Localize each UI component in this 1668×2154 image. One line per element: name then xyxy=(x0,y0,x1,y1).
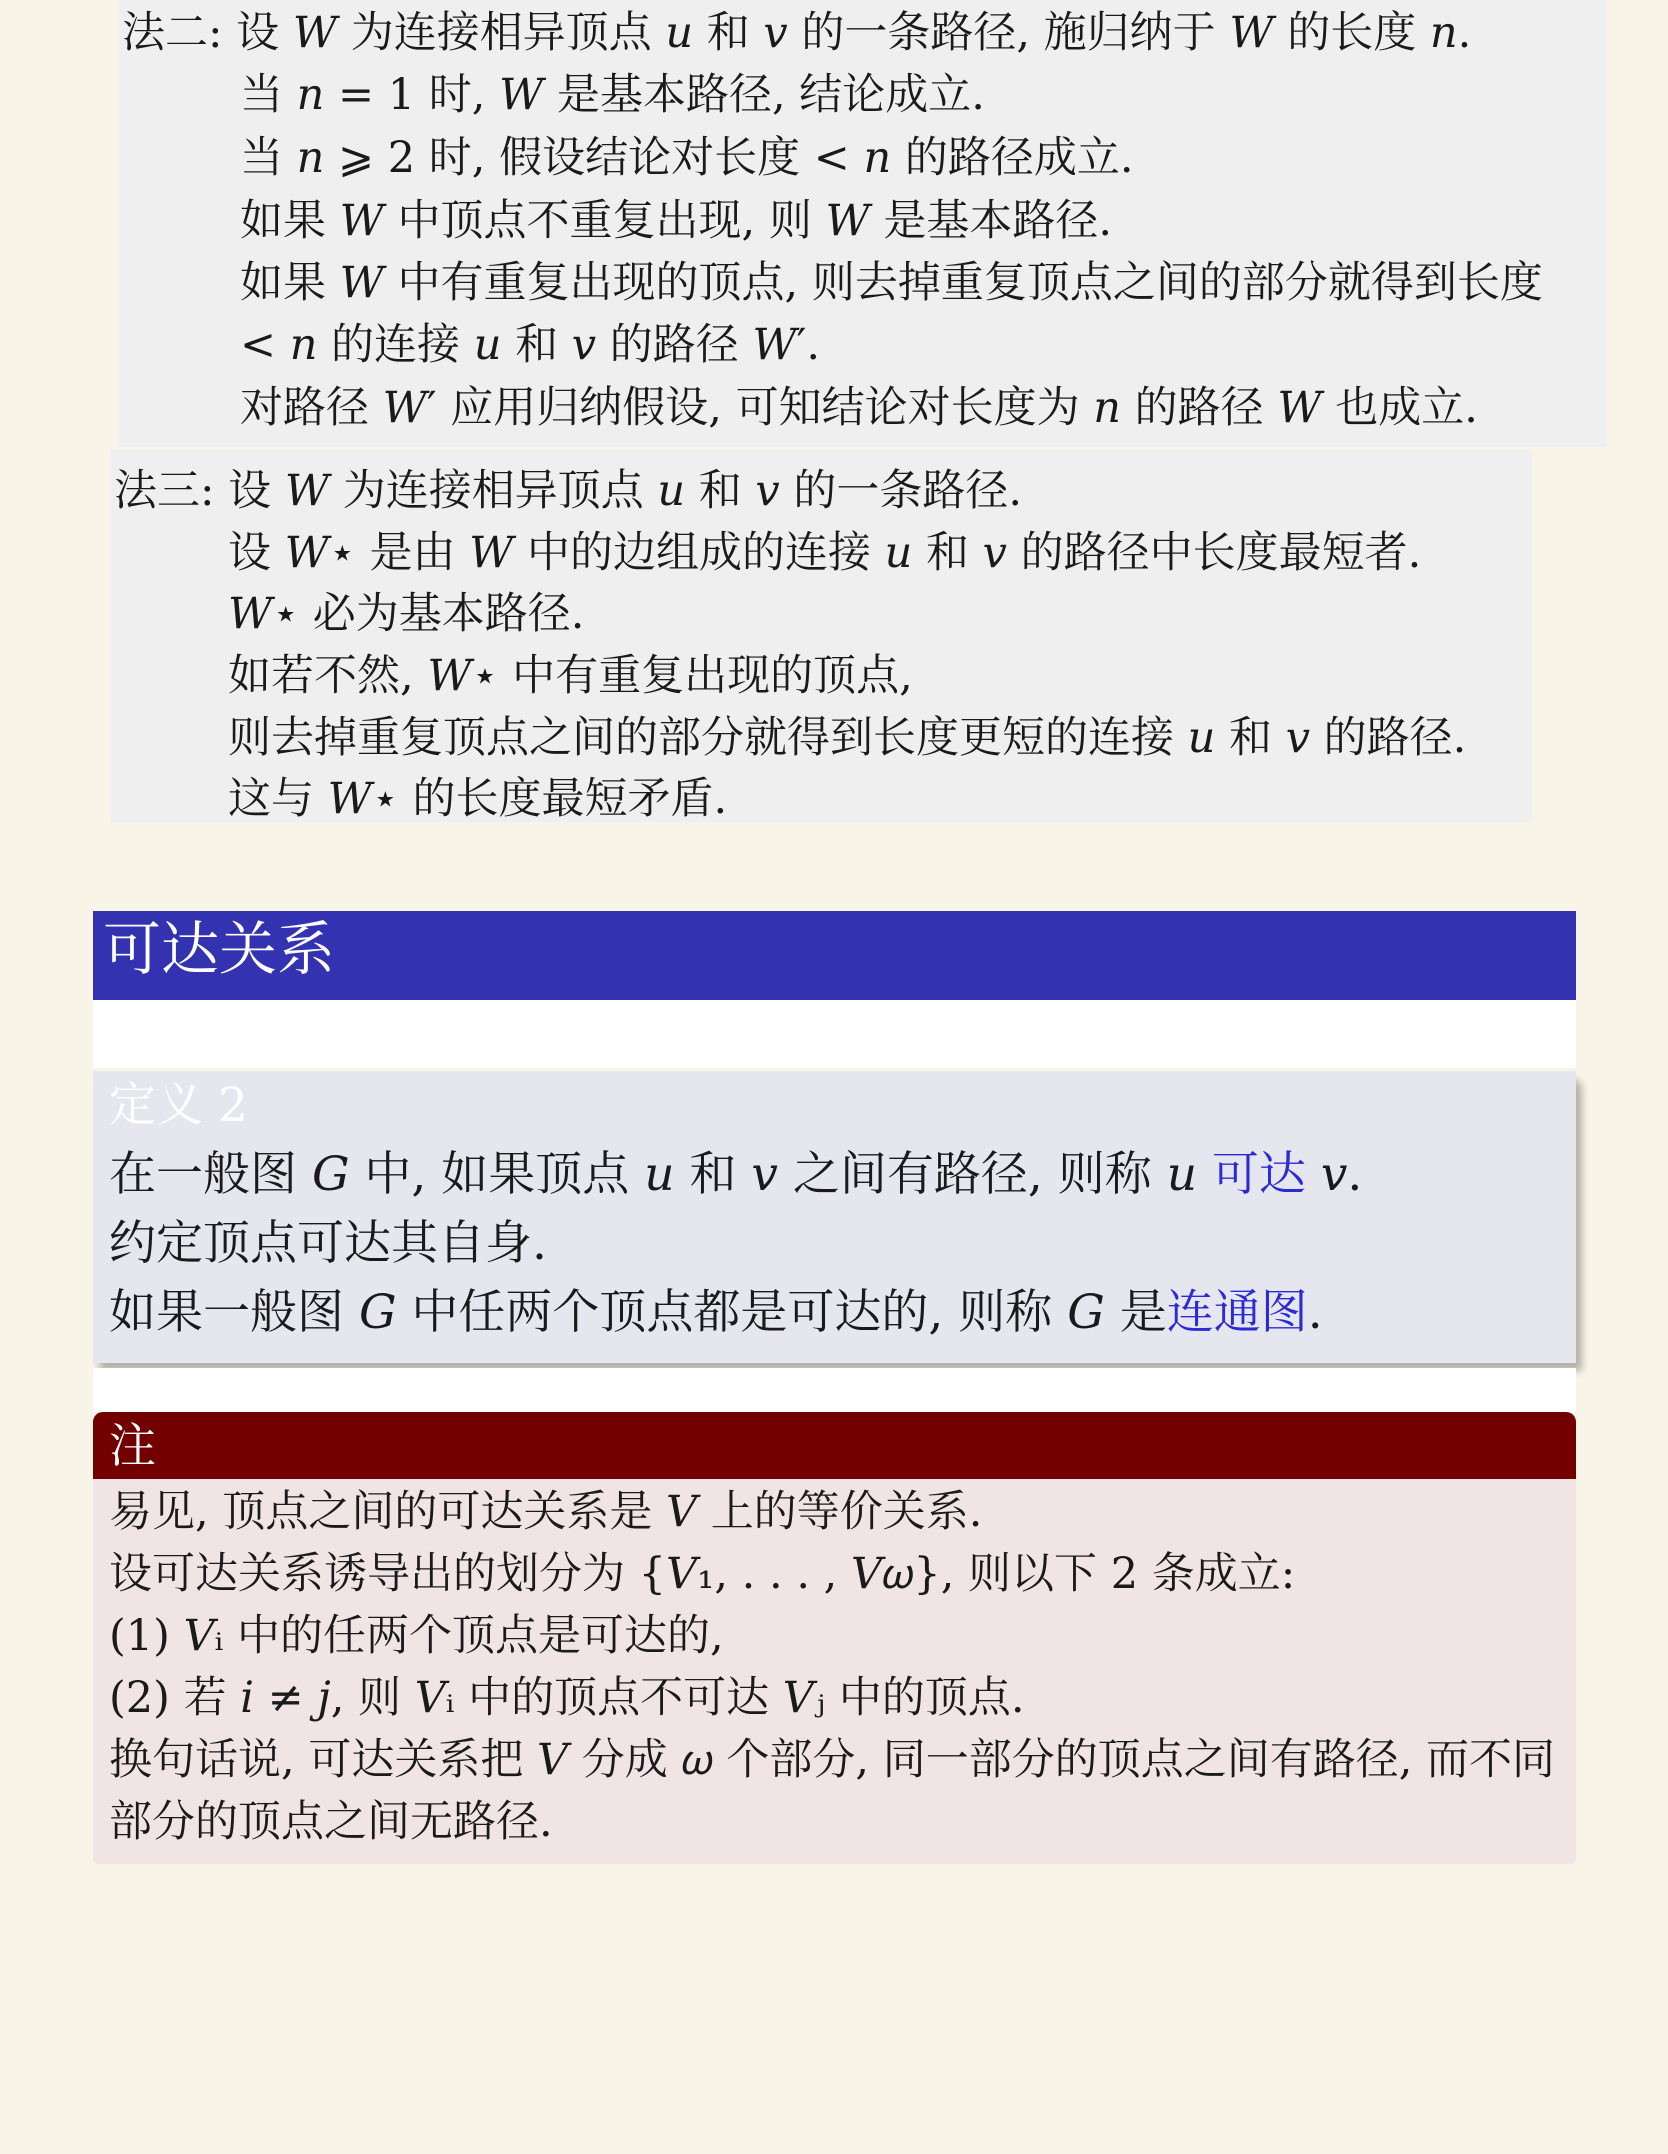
proof-method-3 xyxy=(110,450,1532,822)
note-line: (1) 𝑉ᵢ 中的任两个顶点是可达的, xyxy=(109,1611,724,1661)
note-line: 易见, 顶点之间的可达关系是 𝑉 上的等价关系. xyxy=(109,1487,983,1537)
definition-text: 如果一般图 𝐺 中任两个顶点都是可达的, 则称 𝐺 是 xyxy=(109,1285,1167,1340)
proof-method-2 xyxy=(118,0,1606,447)
proof2-line: 当 𝑛 ⩾ 2 时, 假设结论对长度 < 𝑛 的路径成立. xyxy=(240,133,1134,183)
definition-line xyxy=(109,1278,1576,1347)
note-line: 部分的顶点之间无路径. xyxy=(109,1797,553,1847)
section-spacer xyxy=(93,1000,1576,1068)
section-title-text: 可达关系 xyxy=(103,915,336,983)
definition-body xyxy=(93,1071,1576,1363)
note-line: 换句话说, 可达关系把 𝑉 分成 𝜔 个部分, 同一部分的顶点之间有路径, 而不同 xyxy=(109,1735,1556,1785)
proof3-line: 则去掉重复顶点之间的部分就得到长度更短的连接 𝑢 和 𝑣 的路径. xyxy=(228,713,1467,763)
definition-title: 定义 2 xyxy=(93,1071,1576,1138)
term-reachable: 可达 xyxy=(1211,1147,1306,1202)
section-title xyxy=(93,911,1576,1000)
proof2-line: < 𝑛 的连接 𝑢 和 𝑣 的路径 𝑊′. xyxy=(240,320,821,370)
definition-block xyxy=(93,1071,1576,1363)
proof3-line: 设 𝑊⋆ 是由 𝑊 中的边组成的连接 𝑢 和 𝑣 的路径中长度最短者. xyxy=(228,528,1422,578)
proof2-line: 对路径 𝑊′ 应用归纳假设, 可知结论对长度为 𝑛 的路径 𝑊 也成立. xyxy=(240,383,1478,433)
note-block xyxy=(93,1412,1576,1864)
note-body xyxy=(93,1479,1576,1864)
definition-text: 在一般图 𝐺 中, 如果顶点 𝑢 和 𝑣 之间有路径, 则称 𝑢 xyxy=(109,1147,1212,1202)
definition-text: . xyxy=(1307,1285,1323,1340)
note-title: 注 xyxy=(93,1412,1576,1479)
definition-line xyxy=(109,1140,1576,1209)
proof3-lead: 法三: 设 𝑊 为连接相异顶点 𝑢 和 𝑣 的一条路径. xyxy=(114,466,1023,516)
proof3-line: 𝑊⋆ 必为基本路径. xyxy=(228,589,585,639)
proof2-line: 如果 𝑊 中顶点不重复出现, 则 𝑊 是基本路径. xyxy=(240,196,1113,246)
proof2-lead: 法二: 设 𝑊 为连接相异顶点 𝑢 和 𝑣 的一条路径, 施归纳于 𝑊 的长度 𝑛. xyxy=(122,8,1472,58)
note-line: 设可达关系诱导出的划分为 {𝑉₁, . . . , 𝑉𝜔}, 则以下 2 条成立: xyxy=(109,1549,1296,1599)
proof2-line: 当 𝑛 = 1 时, 𝑊 是基本路径, 结论成立. xyxy=(240,70,985,120)
block-spacer xyxy=(93,1368,1576,1412)
term-connected-graph: 连通图 xyxy=(1166,1285,1308,1340)
proof2-line: 如果 𝑊 中有重复出现的顶点, 则去掉重复顶点之间的部分就得到长度 xyxy=(240,258,1543,308)
note-line: (2) 若 𝑖 ≠ 𝑗, 则 𝑉ᵢ 中的顶点不可达 𝑉ⱼ 中的顶点. xyxy=(109,1673,1025,1723)
definition-line: 约定顶点可达其自身. xyxy=(109,1216,547,1271)
definition-text: 𝑣. xyxy=(1305,1147,1363,1202)
proof3-line: 这与 𝑊⋆ 的长度最短矛盾. xyxy=(228,774,728,824)
proof3-line: 如若不然, 𝑊⋆ 中有重复出现的顶点, xyxy=(228,651,913,701)
